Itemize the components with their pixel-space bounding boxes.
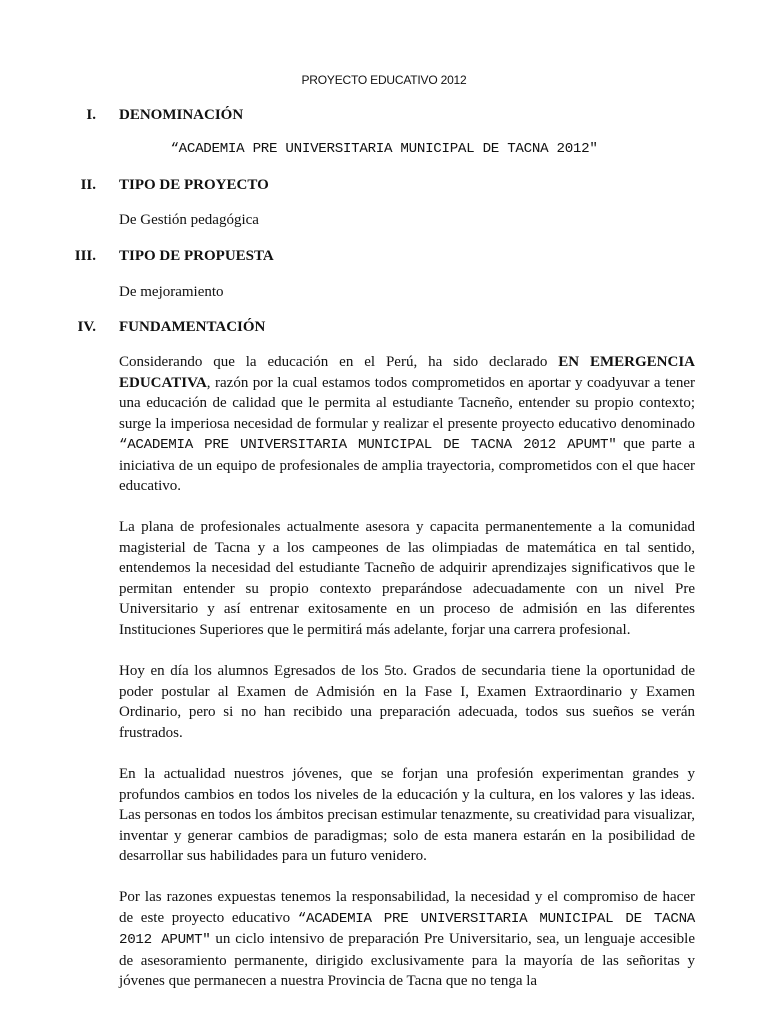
paragraph-3: Hoy en día los alumnos Egresados de los 5to. Grados de secundaria tiene la oportunidad de poder postular al Examen de Admisión en la Fase I, Examen Extraordinario y Examen Ordinario, pero si no han recibido una preparación adecuada, todos sus sueños se verán frustrados. (119, 663, 695, 741)
section-number: IV. (77, 319, 96, 335)
paragraph-text: un ciclo intensivo de preparación Pre Universitario, sea, un lenguaje accesible de asesoramiento permanente, dirigido exclusivamente para la mayoría de las señoritas y jóvenes que permanecen a nuestra Provincia de Tacna que no tenga la (119, 931, 695, 989)
paragraph-text: , razón por la cual estamos todos comprometidos en aportar y coadyuvar a tener una educación de calidad que le permita al estudiante Tacneño, entender su propio contexto; surge la imperiosa necesidad de formular y realizar el presente proyecto educativo denominado (119, 374, 695, 432)
paragraph-1 (119, 352, 695, 497)
project-name-inline: “ACADEMIA PRE UNIVERSITARIA MUNICIPAL DE TACNA 2012 APUMT" (119, 910, 696, 948)
section-body-tipo-de-proyecto: De Gestión pedagógica (119, 212, 259, 228)
section-number: III. (74, 248, 96, 264)
project-name-inline: “ACADEMIA PRE UNIVERSITARIA MUNICIPAL DE TACNA 2012 APUMT" (119, 437, 617, 453)
paragraph-4: En la actualidad nuestros jóvenes, que se forjan una profesión experimentan grandes y profundos cambios en todos los niveles de la educación y la cultura, en los valores y las ideas. Las personas en todos los ámbitos precisan estimular tenazmente, su creatividad para visualizar, inventar y generar cambios de paradigmas; solo de esta manera estarán en la posibilidad de desarrollar sus habilidades para un futuro venidero. (119, 766, 695, 864)
paragraph-text: Por las razones expuestas tenemos la responsabilidad, la necesidad y el compromiso de hacer de este proyecto educativo (119, 889, 695, 926)
section-number: I. (86, 107, 96, 123)
paragraph-2: La plana de profesionales actualmente asesora y capacita permanentemente a la comunidad magisterial de Tacna y a los campeones de las olimpiadas de matemática en tal sentido, entendemos la necesidad del estudiante Tacneño de adquirir aprendizajes significativos que le permitan entender su propio contexto preparándose adecuadamente con un nivel Pre Universitario y así entrenar exitosamente en un proceso de admisión en las diferentes Instituciones Superiores que le permitirá más adelante, forjar una carrera profesional. (119, 519, 695, 638)
document-title: PROYECTO EDUCATIVO 2012 (301, 73, 467, 87)
section-heading: FUNDAMENTACIÓN (119, 319, 266, 335)
paragraph-text: que parte a iniciativa de un equipo de profesionales de amplia trayectoria, comprometidos con el que hacer educativo. (119, 436, 696, 494)
section-heading: TIPO DE PROYECTO (119, 177, 269, 193)
section-heading: TIPO DE PROPUESTA (119, 248, 274, 264)
paragraph-text: Considerando que la educación en el Perú, ha sido declarado (119, 354, 559, 370)
project-name: “ACADEMIA PRE UNIVERSITARIA MUNICIPAL DE TACNA 2012" (170, 141, 598, 157)
paragraph-5 (119, 887, 695, 992)
section-body-tipo-de-propuesta: De mejoramiento (119, 284, 224, 300)
section-number: II. (80, 177, 96, 193)
paragraph-emphasis: EN EMERGENCIA EDUCATIVA (119, 354, 695, 391)
section-heading: DENOMINACIÓN (119, 107, 244, 123)
